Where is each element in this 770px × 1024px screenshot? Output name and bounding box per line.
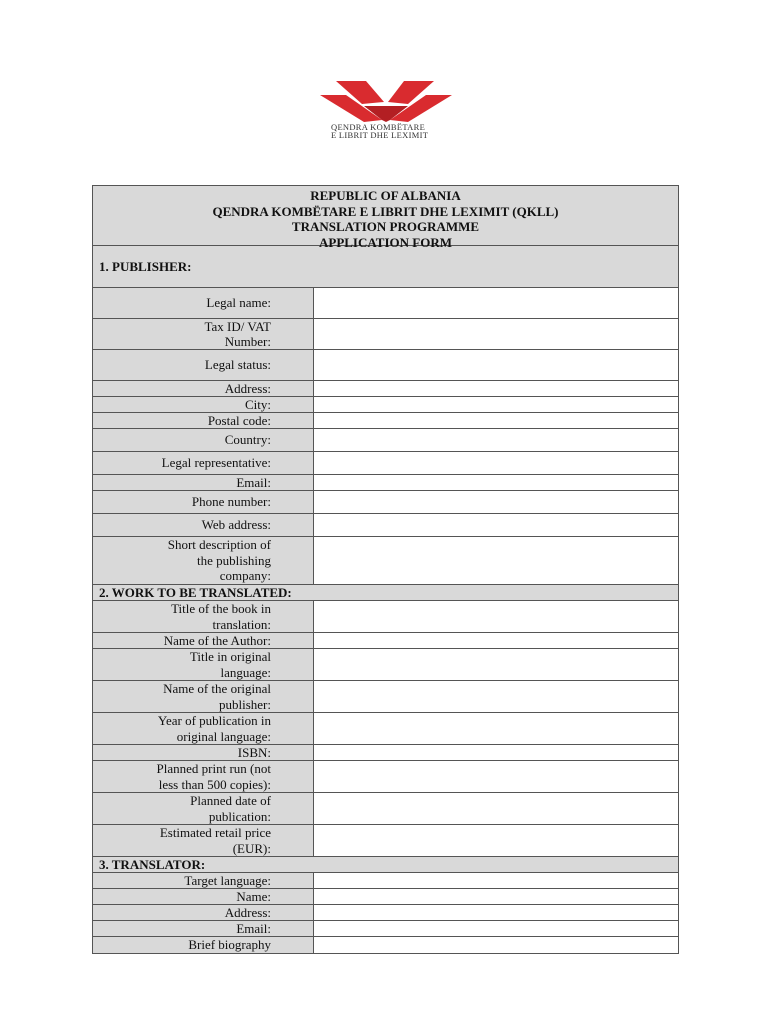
field-row [93, 745, 678, 761]
field-label: Name of the Author: [93, 633, 314, 648]
translator-name-input[interactable] [314, 889, 678, 904]
field-label: Name: [93, 889, 314, 904]
field-row [93, 681, 678, 713]
field-label: Phone number: [93, 491, 314, 513]
field-row [93, 937, 678, 953]
field-label: Email: [93, 921, 314, 936]
field-row [93, 793, 678, 825]
field-row [93, 514, 678, 537]
field-label: Legal representative: [93, 452, 314, 474]
field-label: Address: [93, 905, 314, 920]
translator-address-input[interactable] [314, 905, 678, 920]
header-form-title: APPLICATION FORM [318, 234, 452, 250]
company-description-input[interactable] [314, 537, 678, 584]
isbn-input[interactable] [314, 745, 678, 760]
field-label: Web address: [93, 514, 314, 536]
field-row [93, 288, 678, 319]
address-input[interactable] [314, 381, 678, 396]
section-publisher-title: 1. PUBLISHER: [93, 246, 678, 288]
field-row [93, 397, 678, 413]
field-row [93, 633, 678, 649]
field-row [93, 889, 678, 905]
field-row [93, 413, 678, 429]
logo-text-line2: E LIBRIT DHE LEXIMIT [331, 130, 429, 140]
print-run-input[interactable] [314, 761, 678, 792]
field-label: Year of publication in original language: [93, 713, 314, 744]
field-label: Planned print run (not less than 500 copies): [93, 761, 314, 792]
translator-biography-input[interactable] [314, 937, 678, 953]
author-name-input[interactable] [314, 633, 678, 648]
publication-year-input[interactable] [314, 713, 678, 744]
logo-text [331, 123, 443, 139]
email-input[interactable] [314, 475, 678, 490]
section-translator-title: 3. TRANSLATOR: [93, 857, 678, 873]
field-label: ISBN: [93, 745, 314, 760]
header-programme: TRANSLATION PROGRAMME [291, 219, 480, 234]
country-input[interactable] [314, 429, 678, 451]
field-label: Name of the original publisher: [93, 681, 314, 712]
field-label: Planned date of publication: [93, 793, 314, 824]
original-publisher-input[interactable] [314, 681, 678, 712]
field-label: Short description of the publishing company: [93, 537, 314, 584]
field-row [93, 381, 678, 397]
postal-code-input[interactable] [314, 413, 678, 428]
field-row [93, 649, 678, 681]
field-row [93, 319, 678, 350]
field-row [93, 921, 678, 937]
web-address-input[interactable] [314, 514, 678, 536]
translator-email-input[interactable] [314, 921, 678, 936]
field-row [93, 905, 678, 921]
field-row [93, 761, 678, 793]
field-label: Email: [93, 475, 314, 490]
field-label: City: [93, 397, 314, 412]
original-title-input[interactable] [314, 649, 678, 680]
field-label: Brief biography [93, 937, 314, 953]
field-label: Target language: [93, 873, 314, 888]
field-row [93, 452, 678, 475]
field-label: Tax ID/ VAT Number: [93, 319, 314, 349]
retail-price-input[interactable] [314, 825, 678, 856]
legal-name-input[interactable] [314, 288, 678, 318]
field-label: Legal status: [93, 350, 314, 380]
field-row [93, 350, 678, 381]
field-row [93, 601, 678, 633]
field-label: Country: [93, 429, 314, 451]
field-label: Title in original language: [93, 649, 314, 680]
phone-number-input[interactable] [314, 491, 678, 513]
header-country: REPUBLIC OF ALBANIA [310, 188, 461, 203]
field-label: Title of the book in translation: [93, 601, 314, 632]
field-row [93, 491, 678, 514]
header-organization: QENDRA KOMBËTARE E LIBRIT DHE LEXIMIT (QKLL) [212, 203, 559, 219]
translated-title-input[interactable] [314, 601, 678, 632]
field-row [93, 475, 678, 491]
field-row [93, 873, 678, 889]
field-label: Estimated retail price (EUR): [93, 825, 314, 856]
field-row [93, 825, 678, 857]
city-input[interactable] [314, 397, 678, 412]
application-form [92, 185, 679, 954]
logo-text-line1: QENDRA KOMBËTARE [331, 122, 426, 132]
field-label: Address: [93, 381, 314, 396]
legal-representative-input[interactable] [314, 452, 678, 474]
form-header [93, 186, 678, 250]
field-row [93, 537, 678, 585]
field-row [93, 429, 678, 452]
tax-id-input[interactable] [314, 319, 678, 349]
target-language-input[interactable] [314, 873, 678, 888]
field-label: Legal name: [93, 288, 314, 318]
legal-status-input[interactable] [314, 350, 678, 380]
field-label: Postal code: [93, 413, 314, 428]
section-work-title: 2. WORK TO BE TRANSLATED: [93, 585, 678, 601]
field-row [93, 713, 678, 745]
publication-date-input[interactable] [314, 793, 678, 824]
